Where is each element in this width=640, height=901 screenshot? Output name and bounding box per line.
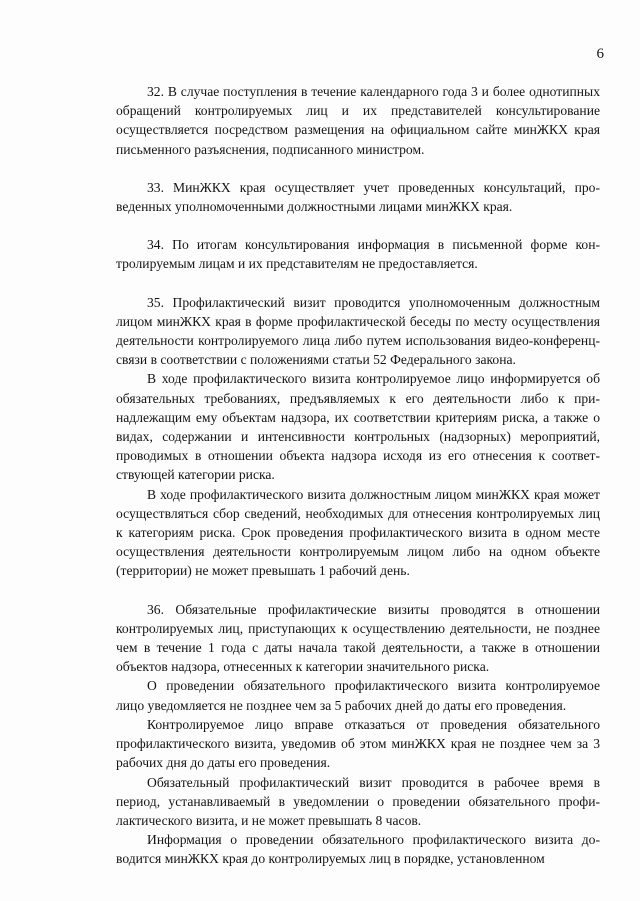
document-body bbox=[116, 82, 600, 869]
paragraph-36-information-delivery: Информация о проведении обязательного профилактического визита доводится минЖКХ края до контролируемых лиц в порядке, установленном bbox=[116, 832, 600, 867]
paragraph-35: 35. Профилактический визит проводится уполномоченным должностным лицом минЖКХ края в форме профилактической беседы по месту осуществления деятельности контролируемого лица либо путем использования видео-конференц-связи в соответствии с положениями статьи 52 Федерального закона. bbox=[116, 294, 600, 368]
paragraph-34-section bbox=[116, 235, 600, 273]
paragraph-36-refusal: Контролируемое лицо вправе отказаться от проведения обязательного профилактического визита, уведомив об этом минЖКХ края не позднее чем за 3 рабочих дня до даты его проведения. bbox=[116, 716, 600, 771]
paragraph-34: 34. По итогам консультирования информация в письменной форме контролируемым лицам и их представителям не предоставляется. bbox=[116, 237, 600, 272]
paragraph-35-section bbox=[116, 293, 600, 581]
paragraph-33: 33. МинЖКХ края осуществляет учет проведенных консультаций, проведенных уполномоченными должностными лицами минЖКХ края. bbox=[116, 179, 600, 215]
paragraph-36-notification: О проведении обязательного профилактического визита контролируемое лицо уведомляется не позднее чем за 5 рабочих дней до даты его проведения. bbox=[116, 678, 600, 713]
paragraph-32: 32. В случае поступления в течение календарного года 3 и более однотипных обращений контролируемых лиц и их представителей консультирование осуществляется посредством размещения на официальном сайте минЖКХ края письменного разъяснения, подписанного министром. bbox=[116, 84, 600, 157]
paragraph-36-duration: Обязательный профилактический визит проводится в рабочее время в период, устанавливаемый в уведомлении о проведении обязательного профилактического визита, и не может превышать 8 часов. bbox=[116, 774, 600, 828]
paragraph-32-section bbox=[116, 82, 600, 159]
page-number: 6 bbox=[596, 46, 604, 62]
paragraph-33-section bbox=[116, 178, 600, 216]
paragraph-35-risk-data: В ходе профилактического визита должностным лицом минЖКХ края может осуществляться сбор сведений, необходимых для отнесения контролируемых лиц к категориям риска. Срок проведения профилактического визита в одном месте осуществления деятельности контролируемым лицом либо на одном объекте (территории) не может превышать 1 рабочий день. bbox=[116, 486, 600, 579]
paragraph-35-visit-information: В ходе профилактического визита контролируемое лицо информируется об обязательных требованиях, предъявляемых к его деятельности либо к принадлежащим ему объектам надзора, их соответствии критериям риска, а также о видах, содержании и интенсивности контрольных (надзорных) мероприятий, проводимых в отношении объекта надзора исходя из его отнесения к соответствующей категории риска. bbox=[116, 371, 600, 483]
paragraph-36: 36. Обязательные профилактические визиты проводятся в отношении контролируемых лиц, приступающих к осуществлению деятельности, не позднее чем в течение 1 года с даты начала такой деятельности, а также в отношении объектов надзора, отнесенных к категории значительного риска. bbox=[116, 601, 600, 675]
paragraph-36-section bbox=[116, 600, 600, 869]
